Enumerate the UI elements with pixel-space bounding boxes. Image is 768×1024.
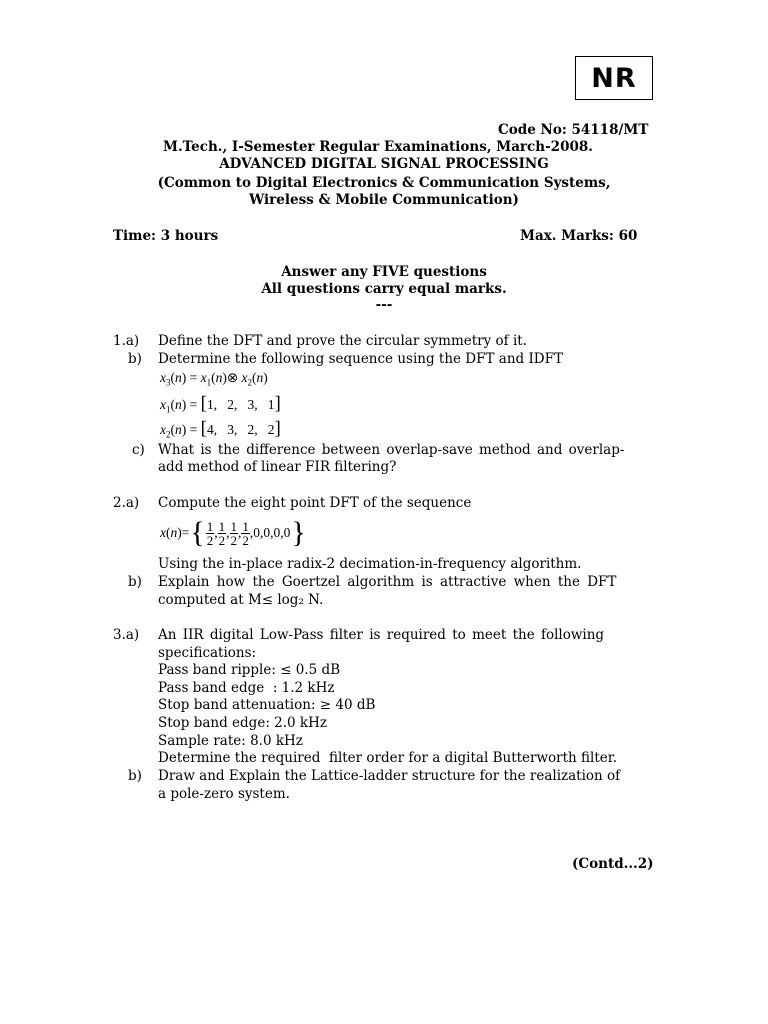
- q2-equation: x ( n )= { $\frac{1}{2}$ , $\frac{1}{2}$ , $\frac{1}{2}$ , $\frac{1}{2}$ ,0,0,0,0 }: [160, 516, 306, 549]
- q1-x1-values: 1, 2, 3, 1: [206, 397, 275, 412]
- q2-number: 2.a): [113, 495, 140, 511]
- q1-number: 1.a): [113, 333, 140, 349]
- q3b-text-2: a pole-zero system.: [158, 786, 290, 802]
- q3a-text-2: specifications:: [158, 645, 257, 661]
- q3b-label: b): [128, 768, 142, 784]
- instruction-2: All questions carry equal marks.: [261, 281, 507, 297]
- q1a-text: Define the DFT and prove the circular symmetry of it.: [158, 333, 527, 349]
- q1c-text-1: What is the difference between overlap-save method and overlap-: [158, 442, 625, 458]
- q1c-text-2: add method of linear FIR filtering?: [158, 459, 397, 475]
- q2b-label: b): [128, 574, 142, 590]
- q2-frac-1: $\frac{1}{2}$: [206, 518, 214, 548]
- code-number: Code No: 54118/MT: [498, 122, 649, 138]
- time-label: Time: 3 hours: [113, 228, 219, 244]
- q1-equation-2: $x_1(n) = [1$, 2, 3, 1]: [160, 393, 281, 415]
- q3a-determine: Determine the required filter order for a digital Butterworth filter.: [158, 750, 618, 766]
- spec-passband-ripple: Pass band ripple: ≤ 0.5 dB: [158, 662, 341, 678]
- q2-frac-3: $\frac{1}{2}$: [230, 518, 238, 548]
- subject-title: ADVANCED DIGITAL SIGNAL PROCESSING: [219, 156, 549, 172]
- q3a-text-1: An IIR digital Low-Pass filter is required to meet the following: [158, 627, 605, 643]
- q2b-text-1: Explain how the Goertzel algorithm is attractive when the DFT: [158, 574, 617, 590]
- instruction-1: Answer any FIVE questions: [281, 264, 487, 280]
- separator: ---: [375, 297, 393, 313]
- q2a-text: Compute the eight point DFT of the sequence: [158, 495, 472, 511]
- q1-x2-values: 4, 3, 2, 2: [206, 422, 275, 437]
- q1-equation-1: $x_3(n)$ = $x_1(n)\otimes$ $x_2(n)$: [160, 370, 268, 388]
- max-marks: Max. Marks: 60: [520, 228, 638, 244]
- q2a-text-2: Using the in-place radix-2 decimation-in-frequency algorithm.: [158, 556, 582, 572]
- q3b-text-1: Draw and Explain the Lattice-ladder structure for the realization of: [158, 768, 621, 784]
- spec-stopband-attenuation: Stop band attenuation: ≥ 40 dB: [158, 697, 376, 713]
- exam-title: M.Tech., I-Semester Regular Examinations, March-2008.: [163, 139, 593, 155]
- nr-badge: NR: [575, 56, 653, 100]
- common-line-1: (Common to Digital Electronics & Communication Systems,: [157, 175, 611, 191]
- q2-frac-2: $\frac{1}{2}$: [218, 518, 226, 548]
- spec-sample-rate: Sample rate: 8.0 kHz: [158, 733, 303, 749]
- q1b-text: Determine the following sequence using the DFT and IDFT: [158, 351, 563, 367]
- spec-passband-edge: Pass band edge : 1.2 kHz: [158, 680, 335, 696]
- spec-stopband-edge: Stop band edge: 2.0 kHz: [158, 715, 327, 731]
- q1c-label: c): [132, 442, 145, 458]
- q2-frac-4: $\frac{1}{2}$: [242, 518, 249, 548]
- q2-seq-tail: ,0,0,0,0: [249, 525, 291, 540]
- continued-note: (Contd...2): [572, 856, 654, 872]
- q1-equation-3: $x_2(n) = [4$, 3, 2, 2]: [160, 418, 281, 440]
- common-line-2: Wireless & Mobile Communication): [249, 192, 519, 208]
- q3-number: 3.a): [113, 627, 140, 643]
- q1b-label: b): [128, 351, 142, 367]
- q2b-text-2: computed at M≤ log₂ N.: [158, 592, 324, 608]
